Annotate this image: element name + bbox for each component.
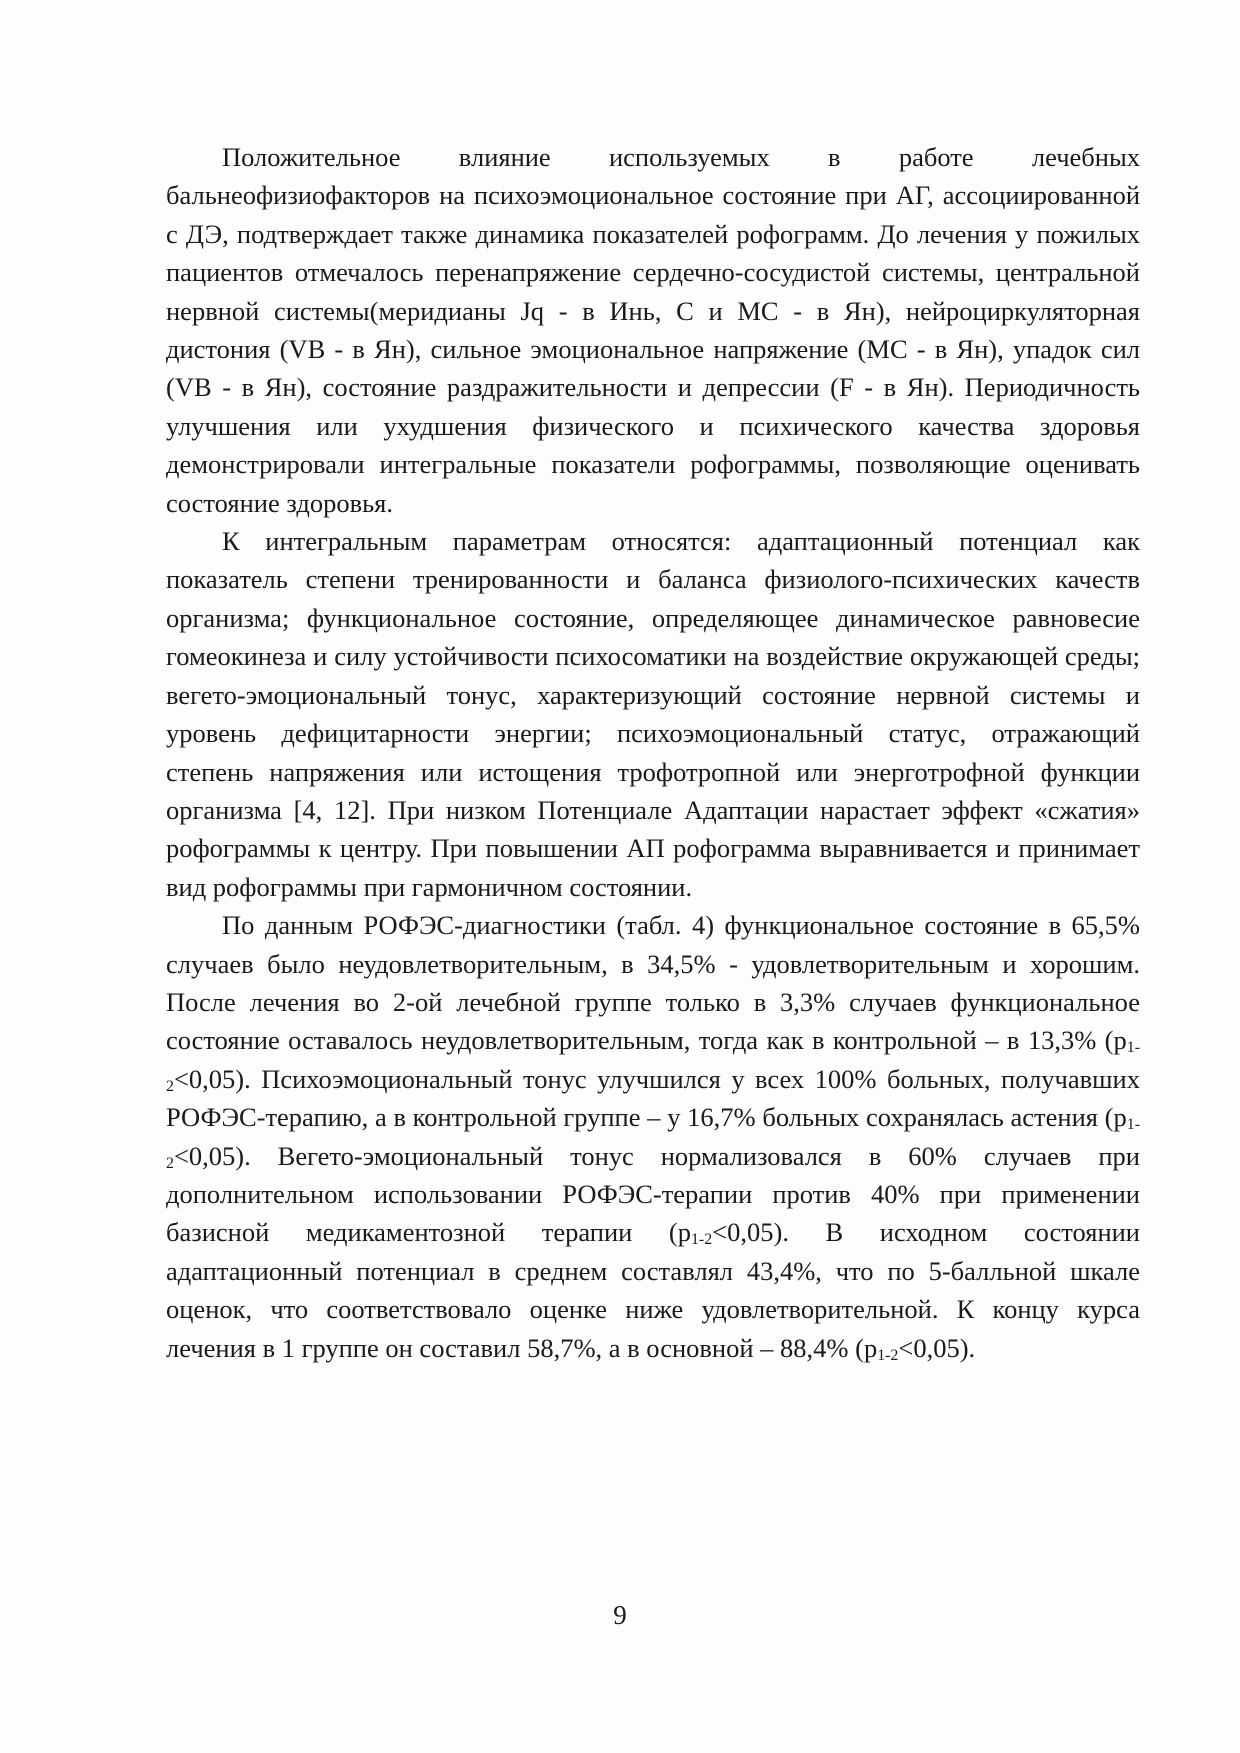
page-number: 9: [613, 1600, 627, 1630]
paragraph-2: К интегральным параметрам относятся: адаптационный потенциал как показатель степени тренированности и баланса физиолого-психических качеств организма; функциональное состояние, определяющее динамическое равновесие гомеокинеза и силу устойчивости психосоматики на воздействие окружающей среды; вегето-эмоциональный тонус, характеризующий состояние нервной системы и уровень дефицитарности энергии; психоэмоциональный статус, отражающий степень напряжения или истощения трофотропной или энерготрофной функции организма [4, 12]. При низком Потенциале Адаптации нарастает эффект «сжатия» рофограммы к центру. При повышении АП рофограмма выравнивается и принимает вид рофограммы при гармоничном состоянии.: [166, 526, 1140, 902]
body-text: [166, 138, 1140, 1367]
paragraph-3: По данным РОФЭС-диагностики (табл. 4) функциональное состояние в 65,5% случаев было неудовлетворительным, в 34,5% - удовлетворительным и хорошим. После лечения во 2-ой лечебной группе только в 3,3% случаев функциональное состояние оставалось неудовлетворительным, тогда как в контрольной – в 13,3% $(р_{1-2}<0,05)$. Психоэмоциональный тонус улучшился у всех 100% больных, получавших РОФЭС-терапию, а в контрольной группе – у 16,7% больных сохранялась астения $(р_{1-2}<0,05)$. Вегето-эмоциональный тонус нормализовался в 60% случаев при дополнительном использовании РОФЭС-терапии против 40% при применении базисной медикаментозной терапии $(р_{1-2}<0,05)$. В исходном состоянии адаптационный потенциал в среднем составлял 43,4%, что по 5-балльной шкале оценок, что соответствовало оценке ниже удовлетворительной. К концу курса лечения в 1 группе он составил 58,7%, а в основной – 88,4% $(р_{1-2}<0,05)$.: [166, 910, 1140, 1364]
paragraph-1: Положительное влияние используемых в работе лечебных бальнеофизиофакторов на психоэмоциональное состояние при АГ, ассоциированной с ДЭ, подтверждает также динамика показателей рофограмм. До лечения у пожилых пациентов отмечалось перенапряжение сердечно-сосудистой системы, центральной нервной системы(меридианы Jq - в Инь, С и МС - в Ян), нейроциркуляторная дистония (VB - в Ян), сильное эмоциональное напряжение (МС - в Ян), упадок сил (VB - в Ян), состояние раздражительности и депрессии (F - в Ян). Периодичность улучшения или ухудшения физического и психического качества здоровья демонстрировали интегральные показатели рофограммы, позволяющие оценивать состояние здоровья.: [166, 142, 1140, 518]
